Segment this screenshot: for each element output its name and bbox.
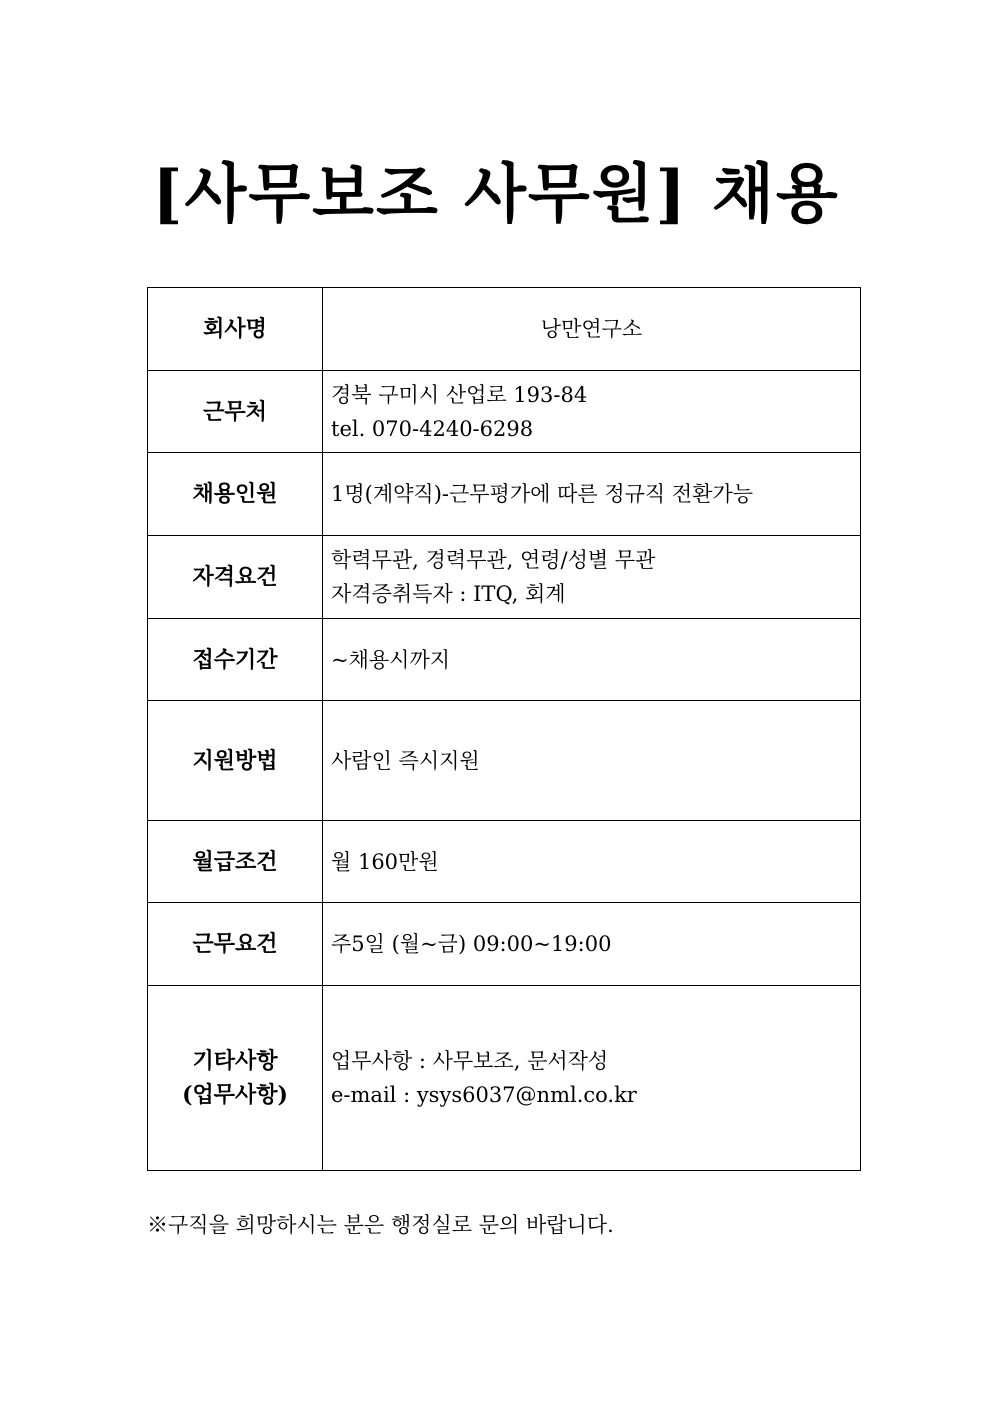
duties-text: 업무사항 : 사무보조, 문서작성 (331, 1049, 609, 1073)
table-row-other (148, 986, 861, 1171)
workplace-phone: tel. 070-4240-6298 (331, 416, 534, 441)
footer-note: ※구직을 희망하시는 분은 행정실로 문의 바랍니다. (147, 1213, 614, 1237)
value-other (323, 986, 861, 1171)
recruitment-info-table (147, 287, 861, 1171)
work-conditions-text: 주5일 (월~금) 09:00~19:00 (331, 932, 612, 956)
salary-text: 월 160만원 (331, 849, 439, 874)
application-period-text: ~채용시까지 (331, 647, 451, 672)
label-headcount: 채용인원 (148, 453, 323, 536)
qualifications-line-1: 학력무관, 경력무관, 연령/성별 무관 (331, 548, 656, 572)
value-company (323, 288, 861, 371)
label-workplace: 근무처 (148, 371, 323, 453)
value-work-conditions (323, 903, 861, 986)
label-application-method: 지원방법 (148, 701, 323, 821)
label-other-line-1: 기타사항 (192, 1048, 278, 1074)
page-title: [사무보조 사무원] 채용 (152, 157, 840, 232)
table-row-application-method (148, 701, 861, 821)
table-row-company (148, 288, 861, 371)
label-application-period: 접수기간 (148, 619, 323, 701)
value-headcount (323, 453, 861, 536)
table-row-headcount (148, 453, 861, 536)
value-qualifications (323, 536, 861, 619)
label-other (148, 986, 323, 1171)
label-work-conditions: 근무요건 (148, 903, 323, 986)
table-row-qualifications (148, 536, 861, 619)
table-row-workplace (148, 371, 861, 453)
label-company: 회사명 (148, 288, 323, 371)
table-row-work-conditions (148, 903, 861, 986)
headcount-text: 1명(계약직)-근무평가에 따른 정규직 전환가능 (331, 482, 754, 506)
label-qualifications: 자격요건 (148, 536, 323, 619)
value-application-method (323, 701, 861, 821)
value-workplace (323, 371, 861, 453)
table-row-salary (148, 821, 861, 903)
email-text: e-mail : ysys6037@nml.co.kr (331, 1083, 637, 1107)
qualifications-line-2: 자격증취득자 : ITQ, 회계 (331, 582, 566, 606)
workplace-address: 경북 구미시 산업로 193-84 (331, 382, 588, 407)
label-salary: 월급조건 (148, 821, 323, 903)
label-other-line-2: (업무사항) (182, 1082, 288, 1108)
value-salary (323, 821, 861, 903)
value-application-period (323, 619, 861, 701)
table-row-application-period (148, 619, 861, 701)
application-method-text: 사람인 즉시지원 (331, 748, 480, 773)
company-name: 낭만연구소 (540, 317, 643, 341)
